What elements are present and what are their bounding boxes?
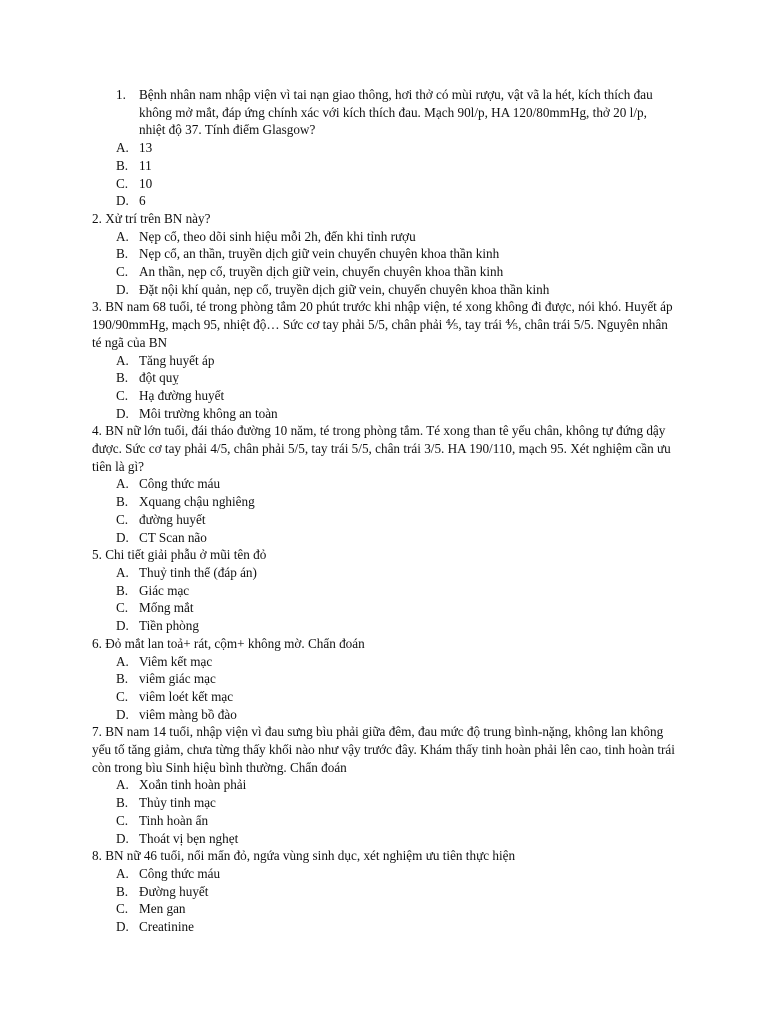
question-5: 5. Chi tiết giải phẫu ở mũi tên đỏ	[92, 547, 267, 563]
question-6: 6. Đỏ mắt lan toả+ rát, cộm+ không mờ. Chẩn đoán	[92, 635, 365, 651]
option	[116, 830, 676, 848]
option-text: 10	[139, 175, 153, 191]
options-list	[116, 865, 676, 936]
option	[116, 263, 676, 281]
option	[116, 157, 676, 175]
option	[116, 617, 676, 635]
option-letter: B.	[116, 795, 129, 811]
option-text: đường huyết	[139, 511, 206, 527]
option-letter: B.	[116, 370, 129, 386]
option-letter: C.	[116, 175, 129, 191]
question-number: 1.	[116, 87, 126, 102]
option	[116, 564, 676, 582]
option-letter: D.	[116, 830, 129, 846]
option	[116, 900, 676, 918]
option-letter: C.	[116, 600, 129, 616]
option-text: Nẹp cổ, theo dõi sinh hiệu mỗi 2h, đến khi tỉnh rượu	[139, 228, 416, 244]
option-text: Thoát vị bẹn nghẹt	[139, 830, 239, 846]
option	[116, 175, 676, 193]
option-letter: A.	[116, 653, 129, 669]
option	[116, 192, 676, 210]
option	[116, 599, 676, 617]
option	[116, 352, 676, 370]
option	[116, 511, 676, 529]
option	[116, 688, 676, 706]
option	[116, 281, 676, 299]
option-text: Tăng huyết áp	[139, 352, 215, 368]
option-text: Mống mắt	[139, 600, 194, 616]
option-letter: D.	[116, 405, 129, 421]
option-text: Creatinine	[139, 919, 194, 935]
options-list	[116, 653, 676, 724]
option-text: Thủy tinh mạc	[139, 795, 216, 811]
option	[116, 387, 676, 405]
question-8: 8. BN nữ 46 tuổi, nổi mẩn đỏ, ngứa vùng sinh dục, xét nghiệm ưu tiên thực hiện	[92, 848, 516, 864]
option	[116, 883, 676, 901]
option-letter: D.	[116, 193, 129, 209]
option	[116, 228, 676, 246]
option	[116, 794, 676, 812]
option-text: Công thức máu	[139, 865, 221, 881]
question-2: 2. Xử trí trên BN này?	[92, 210, 211, 226]
option-text: Đặt nội khí quản, nẹp cổ, truyền dịch giữ vein, chuyển chuyên khoa thần kinh	[139, 281, 550, 297]
option-letter: A.	[116, 228, 129, 244]
question-1	[116, 86, 676, 139]
option-text: Đường huyết	[139, 883, 209, 899]
option-letter: B.	[116, 883, 129, 899]
option-text: viêm màng bồ đào	[139, 706, 237, 722]
option-letter: C.	[116, 264, 129, 280]
options-list	[116, 139, 676, 210]
option	[116, 670, 676, 688]
option-text: Xoắn tinh hoàn phải	[139, 777, 247, 793]
option-text: Giác mạc	[139, 582, 190, 598]
option-letter: B.	[116, 671, 129, 687]
option-letter: A.	[116, 140, 129, 156]
option-text: viêm loét kết mạc	[139, 688, 234, 704]
option-text: đột quỵ	[139, 370, 179, 386]
option	[116, 582, 676, 600]
options-list	[116, 228, 676, 299]
option-letter: B.	[116, 246, 129, 262]
option-text: Xquang chậu nghiêng	[139, 494, 255, 510]
option-letter: D.	[116, 919, 129, 935]
option-text: Viêm kết mạc	[139, 653, 213, 669]
option	[116, 369, 676, 387]
option-text: Môi trường không an toàn	[139, 405, 278, 421]
option-text: 13	[139, 140, 153, 156]
option-text: 6	[139, 193, 146, 209]
option	[116, 653, 676, 671]
option	[116, 529, 676, 547]
option-text: Thuỷ tinh thể (đáp án)	[139, 564, 257, 580]
option-letter: B.	[116, 494, 129, 510]
question-3: 3. BN nam 68 tuổi, té trong phòng tắm 20 phút trước khi nhập viện, té xong không đi được, nói khó. Huyết áp 190/90mmHg, mạch 95, nhiệt độ… Sức cơ tay phải 5/5, chân phải ⅘, tay trái ⅘, chân trái 5/5. Nguyên nhân té ngã của BN	[92, 299, 673, 350]
option-text: Công thức máu	[139, 476, 221, 492]
option	[116, 493, 676, 511]
option-letter: C.	[116, 901, 129, 917]
option-text: Nẹp cổ, an thần, truyền dịch giữ vein chuyển chuyên khoa thần kinh	[139, 246, 500, 262]
option-text: CT Scan não	[139, 529, 207, 545]
option	[116, 918, 676, 936]
option	[116, 812, 676, 830]
option-letter: C.	[116, 387, 129, 403]
option-letter: D.	[116, 281, 129, 297]
question-text: Bệnh nhân nam nhập viện vì tai nạn giao thông, hơi thở có mùi rượu, vật vã la hét, kích thích đau không mở mắt, đáp ứng chính xác với kích thích đau. Mạch 90l/p, HA 120/80mmHg, thở 20 l/p, nhiệt độ 37. Tính điểm Glasgow?	[139, 87, 653, 138]
option-letter: D.	[116, 529, 129, 545]
option-text: viêm giác mạc	[139, 671, 216, 687]
option	[116, 475, 676, 493]
option	[116, 706, 676, 724]
option-letter: A.	[116, 865, 129, 881]
option-text: Hạ đường huyết	[139, 387, 225, 403]
option-letter: A.	[116, 476, 129, 492]
option-letter: A.	[116, 777, 129, 793]
option	[116, 865, 676, 883]
question-7: 7. BN nam 14 tuổi, nhập viện vì đau sưng bìu phải giữa đêm, đau mức độ trung bình-nặng, không lan không yếu tố tăng giảm, chưa từng thấy khối nào như vậy trước đây. Khám thấy tinh hoàn phải lên cao, tinh hoàn trái còn trong bìu Sinh hiệu bình thường. Chẩn đoán	[92, 724, 675, 775]
option-text: Men gan	[139, 901, 186, 917]
option-letter: C.	[116, 812, 129, 828]
option	[116, 139, 676, 157]
options-list	[116, 776, 676, 847]
option-letter: B.	[116, 157, 129, 173]
option-letter: B.	[116, 582, 129, 598]
option-letter: D.	[116, 618, 129, 634]
option	[116, 245, 676, 263]
option	[116, 776, 676, 794]
option-text: 11	[139, 157, 152, 173]
option-letter: C.	[116, 511, 129, 527]
option-letter: A.	[116, 564, 129, 580]
options-list	[116, 352, 676, 423]
option-text: An thần, nẹp cổ, truyền dịch giữ vein, chuyển chuyên khoa thần kinh	[139, 264, 504, 280]
option	[116, 405, 676, 423]
option-letter: C.	[116, 688, 129, 704]
option-letter: A.	[116, 352, 129, 368]
options-list	[116, 475, 676, 546]
option-letter: D.	[116, 706, 129, 722]
option-text: Tiền phòng	[139, 618, 199, 634]
options-list	[116, 564, 676, 635]
question-4: 4. BN nữ lớn tuổi, đái tháo đường 10 năm, té trong phòng tắm. Té xong than tê yếu chân, không tự đứng dậy được. Sức cơ tay phải 4/5, chân phải 5/5, tay trái 5/5, chân trái 3/5. HA 190/110, mạch 95. Xét nghiệm cần ưu tiên là gì?	[92, 423, 671, 474]
option-text: Tinh hoàn ẩn	[139, 812, 209, 828]
